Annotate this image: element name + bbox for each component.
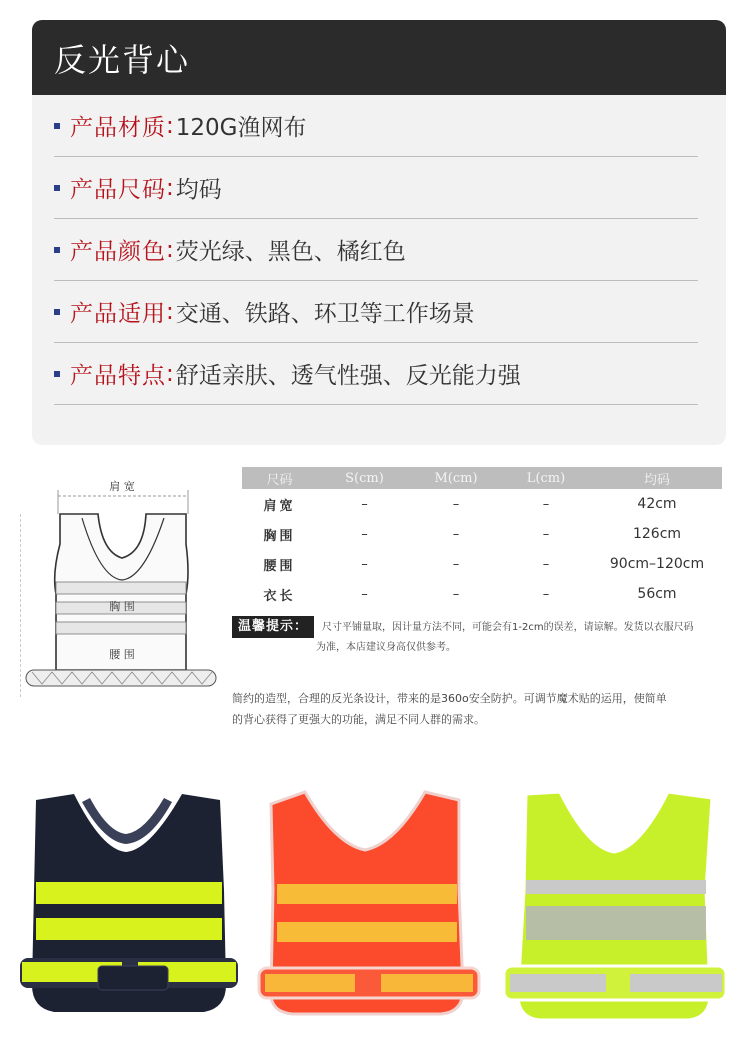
card-title: 反光背心 — [32, 20, 726, 95]
header-cell: 尺码 — [266, 472, 293, 488]
bullet-icon — [54, 309, 60, 315]
table-cell: 肩宽 — [263, 498, 296, 514]
spec-colon: : — [166, 236, 174, 263]
table-cell: 胸围 — [263, 528, 296, 544]
table-cell: – — [542, 586, 550, 602]
table-cell: – — [452, 496, 460, 512]
table-cell: – — [542, 556, 550, 572]
header-cell: 均码 — [643, 472, 670, 488]
spec-value: 舒适亲肤、透气性强、反光能力强 — [175, 363, 521, 389]
tip-line-1 — [232, 616, 727, 638]
spec-row-feature — [54, 343, 698, 405]
header-cell: L(cm) — [526, 470, 566, 486]
spec-value: 120G渔网布 — [175, 115, 307, 141]
spec-label: 产品特点 — [70, 363, 166, 389]
table-cell: 126cm — [632, 526, 682, 542]
size-table — [242, 467, 722, 609]
header-cell: M(cm) — [434, 470, 478, 486]
bullet-icon — [54, 123, 60, 129]
table-row — [242, 549, 722, 579]
table-cell: 56cm — [637, 586, 677, 602]
spec-value: 交通、铁路、环卫等工作场景 — [175, 301, 475, 327]
table-cell: 腰围 — [263, 558, 296, 574]
description-line: 简约的造型，合理的反光条设计，带来的是360o安全防护。可调节魔术贴的运用，使简单 — [232, 692, 667, 705]
tip-line-2: 为准，本店建议身高仅供参考。 — [316, 642, 456, 653]
black-vest-image — [14, 780, 244, 1050]
shoulder-label: 肩 宽 — [109, 480, 135, 493]
green-vest-image — [500, 780, 730, 1050]
spec-colon: : — [166, 112, 174, 139]
spec-colon: : — [166, 298, 174, 325]
spec-value: 荧光绿、黑色、橘红色 — [175, 239, 406, 265]
spec-list — [32, 95, 726, 405]
table-cell: 衣长 — [263, 588, 296, 604]
table-header — [242, 467, 722, 489]
table-row — [242, 489, 722, 519]
spec-label: 产品适用 — [70, 301, 166, 327]
table-row — [242, 519, 722, 549]
spec-row-size — [54, 157, 698, 219]
bullet-icon — [54, 247, 60, 253]
header-cell: S(cm) — [345, 470, 384, 486]
table-cell: – — [361, 586, 368, 602]
spec-row-material — [54, 95, 698, 157]
spec-card — [32, 20, 726, 445]
product-photos — [0, 780, 750, 1057]
table-cell: – — [452, 556, 460, 572]
spec-label: 产品尺码 — [70, 177, 166, 203]
tip-badge: 温馨提示： — [232, 616, 314, 638]
chest-label: 胸 围 — [109, 600, 135, 613]
table-cell: – — [361, 526, 368, 542]
spec-label: 产品颜色 — [70, 239, 166, 265]
description-line: 的背心获得了更强大的功能，满足不同人群的需求。 — [232, 713, 485, 726]
table-cell: – — [452, 586, 460, 602]
spec-colon: : — [166, 360, 174, 387]
size-tip — [232, 616, 727, 658]
spec-colon: : — [166, 174, 174, 201]
vest-size-diagram — [20, 474, 220, 704]
spec-label: 产品材质 — [70, 115, 166, 141]
spec-row-usage — [54, 281, 698, 343]
table-cell: – — [542, 496, 550, 512]
spec-value: 均码 — [175, 177, 222, 203]
table-cell: 90cm–120cm — [609, 556, 705, 572]
product-description — [232, 688, 727, 730]
table-cell: – — [361, 496, 368, 512]
orange-vest-image — [253, 780, 483, 1050]
bullet-icon — [54, 371, 60, 377]
table-row — [242, 579, 722, 609]
table-cell: – — [452, 526, 460, 542]
table-cell: 42cm — [637, 496, 677, 512]
table-cell: – — [361, 556, 368, 572]
waist-label: 腰 围 — [109, 648, 135, 661]
bullet-icon — [54, 185, 60, 191]
spec-row-color — [54, 219, 698, 281]
table-cell: – — [542, 526, 550, 542]
tip-text: 尺寸平铺量取，因计量方法不同，可能会有1-2cm的误差，请谅解。发货以衣服尺码 — [322, 622, 694, 633]
